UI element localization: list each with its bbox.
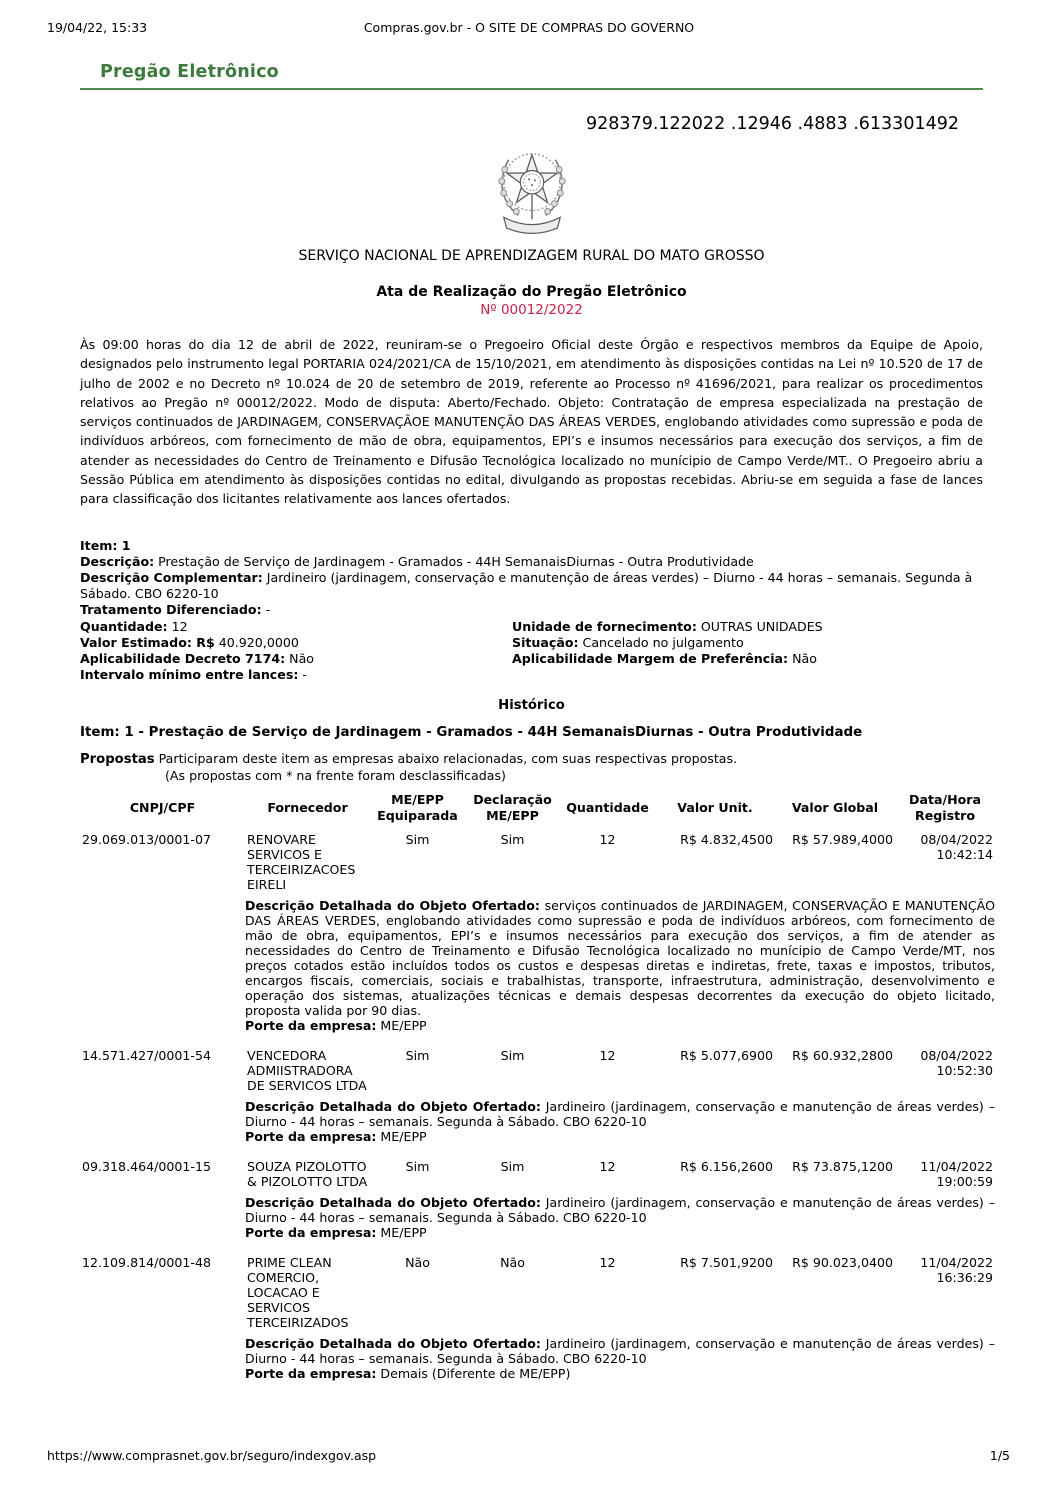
cell-declaracao: Sim [500,831,525,847]
header-data-hora: Data/Hora Registro [909,791,981,823]
item-aplicabilidade-row [80,651,983,667]
cell-data-hora: 08/04/2022 10:52:30 [920,1047,993,1078]
footer-url: https://www.comprasnet.gov.br/seguro/indexgov.asp [47,1448,377,1463]
cell-descricao-detalhada: Descrição Detalhada do Objeto Ofertado: Jardineiro (jardinagem, conservação e manutenção de áreas verdes) – Diurno - 44 horas – semanais. Segunda à Sábado. CBO 6220-10 Porte da empresa: Demais (Diferente de ME/EPP) [245,1335,995,1381]
cell-data-hora: 11/04/2022 19:00:59 [920,1158,993,1189]
header-me-epp-equiparada: ME/EPP Equiparada [377,791,458,823]
historico-item-heading: Item: 1 - Prestação de Serviço de Jardinagem - Gramados - 44H SemanaisDiurnas - Outra Produtividade [80,724,863,740]
porte-empresa-label: Porte da empresa: [245,1128,377,1144]
item-situacao-label: Situação: [512,634,579,650]
proposal-description-row [80,1330,995,1390]
proposal-description-row [80,1093,995,1153]
organization-name: SERVIÇO NACIONAL DE APRENDIZAGEM RURAL DO MATO GROSSO [298,248,765,264]
crest-row [80,142,983,238]
item-descricao-label: Descrição: [80,553,155,569]
propostas-table [80,790,995,1390]
item-valor-situacao-row [80,635,983,651]
item-descricao-complementar-label: Descrição Complementar: [80,570,263,586]
cell-valor-global: R$ 60.932,2800 [792,1047,893,1063]
porte-empresa-label: Porte da empresa: [245,1224,377,1240]
cell-fornecedor: VENCEDORA ADMIISTRADORA DE SERVICOS LTDA [247,1047,367,1093]
document-content [80,62,995,1390]
document-number: Nº 00012/2022 [480,302,583,318]
section-title-bar [80,62,983,90]
cell-descricao-detalhada: Descrição Detalhada do Objeto Ofertado: serviços continuados de JARDINAGEM, CONSERVAÇÃO E MANUTENÇÃO DAS ÁREAS VERDES, englobando atividades como supressão e poda de indivíduos arbóreos, com fornecimento de mão de obra, equipamentos, EPI’s e insumos necessários para execução dos serviços, a fim de atender as necessidades do Centro de Treinamento e Difusão Tecnológica localizado no munícipio de Campo Verde/MT, nos preços cotados estão incluídos todos os custos e despesas diretas e indiretas, frete, taxas e impostos, tributos, encargos fiscais, comerciais, sociais e trabalhistas, transporte, infraestrutura, administração, desenvolvimento e operação dos sistemas, atualizações técnicas e demais despesas decorrentes da execução do objeto licitado, proposta valida por 90 dias. Porte da empresa: ME/EPP [245,897,995,1033]
descricao-detalhada-label: Descrição Detalhada do Objeto Ofertado: [245,1194,541,1210]
cell-cnpj: 09.318.464/0001-15 [82,1158,211,1174]
proposal-row [80,1249,995,1330]
item-intervalo-label: Intervalo mínimo entre lances: [80,667,299,683]
footer-page-number: 1/5 [989,1448,1010,1463]
item-unidade-value: OUTRAS UNIDADES [700,618,823,634]
cell-data-hora: 11/04/2022 16:36:29 [920,1254,993,1285]
cell-fornecedor: SOUZA PIZOLOTTO & PIZOLOTTO LTDA [247,1158,368,1189]
item-margem-label: Aplicabilidade Margem de Preferência: [512,651,789,667]
item-title: Item: 1 [80,537,131,553]
cell-valor-unit: R$ 5.077,6900 [680,1047,773,1063]
header-valor-unit: Valor Unit. [677,799,753,815]
item-intervalo-value: - [302,667,307,683]
item-tratamento-label: Tratamento Diferenciado: [80,602,262,618]
item-descricao-value: Prestação de Serviço de Jardinagem - Gramados - 44H SemanaisDiurnas - Outra Produtividade [158,553,754,569]
cell-quantidade: 12 [599,1158,616,1174]
cell-me-epp: Não [405,1254,430,1270]
item-unidade-label: Unidade de fornecimento: [512,618,697,634]
item-descricao-complementar-row [80,570,983,602]
item-quantidade-unidade-row [80,619,983,635]
cell-quantidade: 12 [599,1254,616,1270]
print-title: Compras.gov.br - O SITE DE COMPRAS DO GOVERNO [363,20,695,35]
item-valor-estimado-value: 40.920,0000 [218,634,299,650]
cell-cnpj: 12.109.814/0001-48 [82,1254,211,1270]
cell-valor-global: R$ 57.989,4000 [792,831,893,847]
item-tratamento-row [80,602,983,618]
cell-quantidade: 12 [599,831,616,847]
header-cnpj: CNPJ/CPF [129,799,196,815]
item-decreto-label: Aplicabilidade Decreto 7174: [80,651,286,667]
descricao-detalhada-label: Descrição Detalhada do Objeto Ofertado: [245,1335,541,1351]
propostas-intro [80,751,983,784]
cell-descricao-detalhada: Descrição Detalhada do Objeto Ofertado: Jardineiro (jardinagem, conservação e manutenção de áreas verdes) – Diurno - 44 horas – semanais. Segunda à Sábado. CBO 6220-10 Porte da empresa: ME/EPP [245,1098,995,1144]
document-title: Ata de Realização do Pregão Eletrônico [376,284,687,300]
cell-declaracao: Sim [500,1158,525,1174]
cell-cnpj: 14.571.427/0001-54 [82,1047,211,1063]
cell-declaracao: Sim [500,1047,525,1063]
item-valor-estimado-label: Valor Estimado: R$ [80,634,215,650]
print-datetime: 19/04/22, 15:33 [47,20,148,35]
item-descricao-complementar-value: Jardineiro (jardinagem, conservação e manutenção de áreas verdes) – Diurno - 44 horas – semanais. Segunda à Sábado. CBO 6220-10 [80,570,973,602]
header-declaracao-me-epp: Declaração ME/EPP [473,791,552,823]
item-tratamento-value: - [265,602,271,618]
cell-me-epp: Sim [405,1047,430,1063]
table-header-row [80,790,995,826]
header-fornecedor: Fornecedor [267,799,348,815]
document-code: 928379.122022 .12946 .4883 .613301492 [586,114,959,134]
propostas-label: Propostas [80,751,155,767]
page-title: Pregão Eletrônico [100,62,279,82]
propostas-text: Participaram deste item as empresas abaixo relacionadas, com suas respectivas propostas. [158,750,738,766]
proposal-row [80,1042,995,1093]
header-quantidade: Quantidade [566,799,649,815]
cell-descricao-detalhada: Descrição Detalhada do Objeto Ofertado: Jardineiro (jardinagem, conservação e manutenção de áreas verdes) – Diurno - 44 horas – semanais. Segunda à Sábado. CBO 6220-10 Porte da empresa: ME/EPP [245,1194,995,1240]
cell-quantidade: 12 [599,1047,616,1063]
cell-valor-unit: R$ 6.156,2600 [680,1158,773,1174]
header-valor-global: Valor Global [791,799,879,815]
item-quantidade-value: 12 [171,618,188,634]
item-intervalo-row [80,667,983,683]
item-situacao-value: Cancelado no julgamento [582,634,744,650]
cell-me-epp: Sim [405,1158,430,1174]
porte-empresa-label: Porte da empresa: [245,1365,377,1381]
descricao-detalhada-label: Descrição Detalhada do Objeto Ofertado: [245,897,540,913]
cell-valor-global: R$ 73.875,1200 [792,1158,893,1174]
cell-valor-unit: R$ 7.501,9200 [680,1254,773,1270]
proposal-description-row [80,1189,995,1249]
brazil-coat-of-arms-icon [493,142,571,238]
cell-valor-global: R$ 90.023,0400 [792,1254,893,1270]
item-descricao-row [80,554,983,570]
cell-me-epp: Sim [405,831,430,847]
intro-paragraph: Às 09:00 horas do dia 12 de abril de 2022, reuniram-se o Pregoeiro Oficial deste Órgão e respectivos membros da Equipe de Apoio, designados pelo instrumento legal PORTARIA 024/2021/CA de 15/10/2021, em atendimento às disposições contidas na Lei nº 10.520 de 17 de julho de 2002 e no Decreto nº 10.024 de 20 de setembro de 2019, referente ao Processo nº 41696/2021, para realizar os procedimentos relativos ao Pregão nº 00012/2022. Modo de disputa: Aberto/Fechado. Objeto: Contratação de empresa especializada na prestação de serviços continuados de JARDINAGEM, CONSERVAÇÃOE MANUTENÇÃO DAS ÁREAS VERDES, englobando atividades como supressão e poda de indivíduos arbóreos, com fornecimento de mão de obra, equipamentos, EPI’s e insumos necessários para execução dos serviços, a fim de atender as necessidades do Centro de Treinamento e Difusão Tecnológica localizado no munícipio de Campo Verde/MT.. O Pregoeiro abriu a Sessão Pública em atendimento às disposições contidas no edital, divulgando as propostas recebidas. Abriu-se em seguida a fase de lances para classificação dos licitantes relativamente aos lances ofertados. [80,337,983,507]
historico-heading: Histórico [498,697,565,713]
descricao-detalhada-label: Descrição Detalhada do Objeto Ofertado: [245,1098,541,1114]
proposal-row [80,1153,995,1189]
print-header [0,20,1058,35]
cell-fornecedor: RENOVARE SERVICOS E TERCEIRIZACOES EIRELI [247,831,356,892]
cell-data-hora: 08/04/2022 10:42:14 [920,831,993,862]
proposal-row [80,826,995,892]
item-quantidade-label: Quantidade: [80,618,168,634]
cell-cnpj: 29.069.013/0001-07 [82,831,211,847]
item-margem-value: Não [792,651,817,667]
cell-valor-unit: R$ 4.832,4500 [680,831,773,847]
item-details [80,538,983,684]
propostas-note: (As propostas com * na frente foram desclassificadas) [165,767,506,783]
proposal-description-row [80,892,995,1042]
item-decreto-value: Não [289,651,314,667]
cell-declaracao: Não [500,1254,525,1270]
cell-fornecedor: PRIME CLEAN COMERCIO, LOCACAO E SERVICOS TERCEIRIZADOS [247,1254,349,1330]
porte-empresa-label: Porte da empresa: [245,1017,377,1033]
